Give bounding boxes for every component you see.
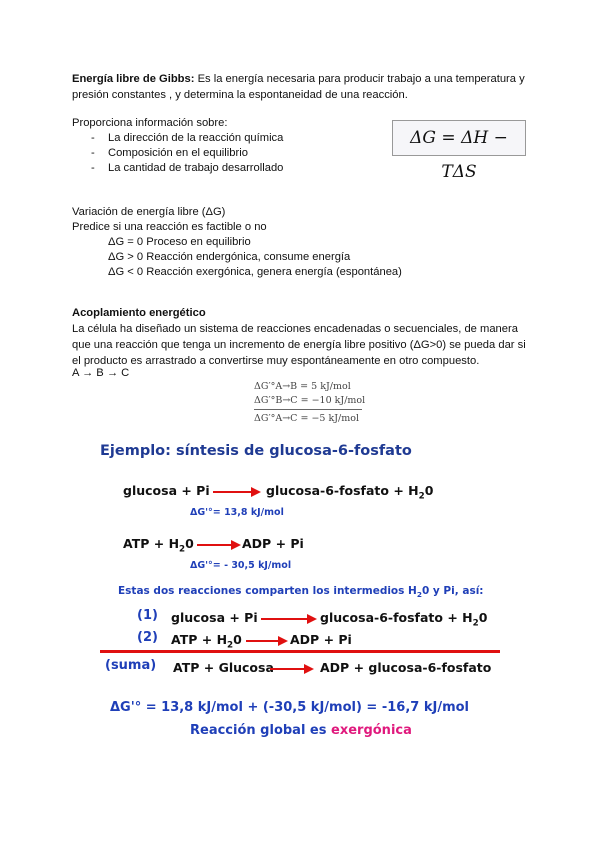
gibbs-line1: Es la energía necesaria para producir trabajo a una temperatura y — [197, 73, 525, 85]
coupling-sequence: A → B → C — [72, 367, 130, 379]
gibbs-title: Energía libre de Gibbs: — [72, 73, 195, 85]
reaction-arrow-icon — [246, 635, 288, 647]
sum-right: ADP + glucosa-6-fosfato — [320, 660, 492, 675]
gibbs-definition — [72, 72, 525, 88]
list-item: Composición en el equilibrio — [108, 147, 248, 159]
coupling-equations — [254, 380, 366, 426]
gibbs-line2: presión constantes , y determina la espontaneidad de una reacción. — [72, 89, 408, 101]
reaction1-left: glucosa + Pi — [123, 483, 210, 498]
reaction2-right: ADP + Pi — [242, 536, 304, 551]
info-heading: Proporciona información sobre: — [72, 117, 228, 129]
variation-case: ΔG = 0 Proceso en equilibrio — [108, 236, 251, 248]
equation-ac: ΔG′°A→C = −5 kJ/mol — [254, 413, 360, 424]
reaction1-right: glucosa-6-fosfato + $H_20$ — [266, 483, 434, 502]
sum-label: (suma) — [105, 658, 157, 673]
total-dg: ΔG'° = 13,8 kJ/mol + (-30,5 kJ/mol) = -16,7 kJ/mol — [110, 700, 470, 715]
list-dash: - — [91, 162, 95, 174]
reaction-arrow-icon — [197, 539, 241, 551]
equation-bc: ΔG′°B→C = −10 kJ/mol — [254, 395, 366, 406]
equation-ab: ΔG′°A→B = 5 kJ/mol — [254, 381, 351, 392]
list-item: La dirección de la reacción química — [108, 132, 284, 144]
conclusion: Reacción global es exergónica — [190, 723, 412, 738]
coupling-line: el producto es arrastrado a convertirse muy espontáneamente en otro compuesto. — [72, 355, 480, 367]
variation-sub: Predice si una reacción es factible o no — [72, 221, 267, 233]
variation-case: ΔG > 0 Reacción endergónica, consume energía — [108, 251, 351, 263]
coupling-title: Acoplamiento energético — [72, 307, 206, 319]
step1-left: glucosa + Pi — [171, 610, 258, 625]
reaction2-left: ATP + $H_20$ — [123, 536, 194, 555]
step1-right: glucosa-6-fosfato + $H_20$ — [320, 610, 488, 629]
variation-case: ΔG < 0 Reacción exergónica, genera energía (espontánea) — [108, 266, 402, 278]
coupling-line: La célula ha diseñado un sistema de reacciones encadenadas o secuenciales, de manera — [72, 323, 518, 335]
shared-intermediates-note: Estas dos reacciones comparten los intermedios $H_20$ y Pi, así: — [118, 585, 484, 600]
step2-label: (2) — [137, 630, 158, 645]
step2-right: ADP + Pi — [290, 632, 352, 647]
gibbs-formula: ΔG = ΔH − TΔS — [392, 120, 526, 156]
list-dash: - — [91, 132, 95, 144]
example-title: Ejemplo: síntesis de glucosa-6-fosfato — [100, 443, 412, 459]
list-item: La cantidad de trabajo desarrollado — [108, 162, 284, 174]
step1-label: (1) — [137, 608, 158, 623]
step2-left: ATP + $H_20$ — [171, 632, 242, 651]
reaction-arrow-icon — [261, 613, 317, 625]
reaction-arrow-icon — [213, 486, 261, 498]
equation-divider — [254, 409, 362, 410]
list-dash: - — [91, 147, 95, 159]
sum-divider — [100, 650, 500, 653]
coupling-line: que una reacción que tenga un incremento de energía libre positivo (ΔG>0) se pueda dar si — [72, 339, 526, 351]
reaction1-dg: ΔG'°= 13,8 kJ/mol — [190, 507, 284, 518]
reaction-arrow-icon — [270, 663, 314, 675]
reaction2-dg: ΔG'°= - 30,5 kJ/mol — [190, 560, 292, 571]
variation-heading: Variación de energía libre (ΔG) — [72, 206, 226, 218]
sum-left: ATP + Glucosa — [173, 660, 274, 675]
conclusion-highlight: exergónica — [331, 723, 412, 738]
